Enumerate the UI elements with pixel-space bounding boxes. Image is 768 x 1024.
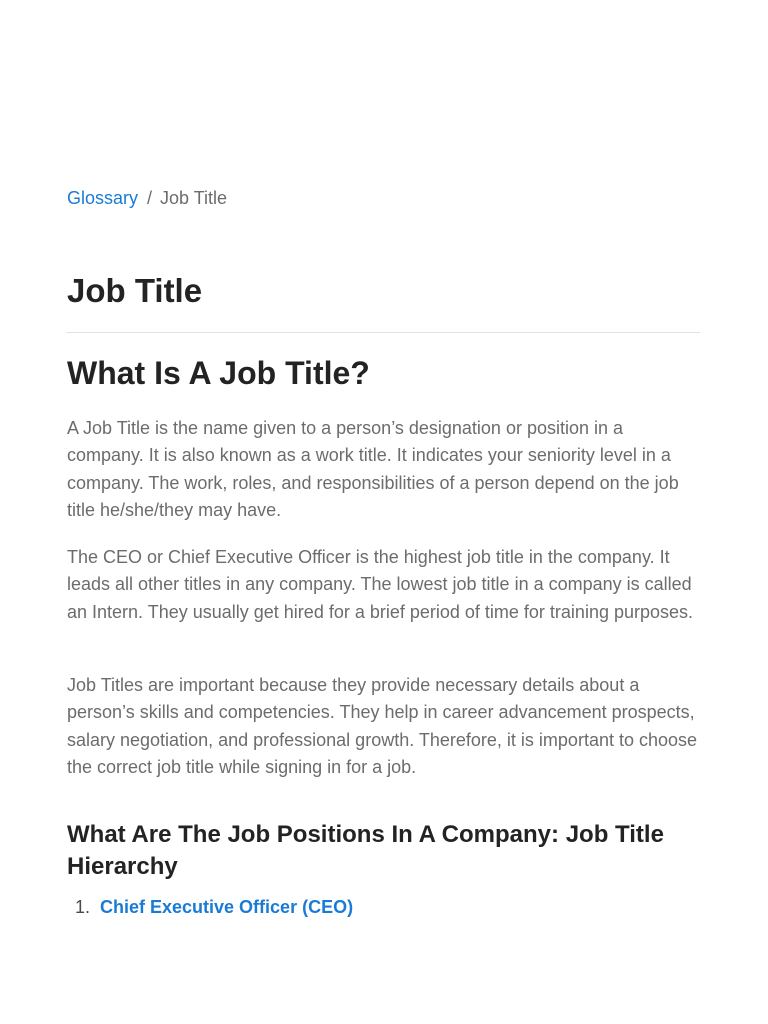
title-divider: [66, 332, 700, 333]
list-item-number: 1.: [74, 897, 90, 917]
list-item-link-ceo[interactable]: Chief Executive Officer (CEO): [100, 897, 354, 917]
breadcrumb-separator: /: [147, 188, 153, 208]
subsection-heading: What Are The Job Positions In A Company: Job Title Hierarchy: [67, 821, 664, 880]
paragraph-importance: Job Titles are important because they provide necessary details about a person’s skills and competencies. They help in career advancement prospects, salary negotiation, and professional growth. Therefore, it is important to choose the correct job title while signing in for a job.: [67, 675, 698, 778]
paragraph-definition: A Job Title is the name given to a person’s designation or position in a company. It is also known as a work title. It indicates your seniority level in a company. The work, roles, and responsibilities of a person depend on the job title he/she/they may have.: [67, 418, 679, 521]
paragraph-ceo-intern: The CEO or Chief Executive Officer is the highest job title in the company. It leads all other titles in any company. The lowest job title in a company is called an Intern. They usually get hired for a brief period of time for training purposes.: [67, 547, 694, 622]
breadcrumb: [67, 185, 227, 211]
job-title-hierarchy-list: [67, 894, 353, 921]
page-title: Job Title: [67, 272, 203, 309]
section-heading: What Is A Job Title?: [67, 355, 370, 391]
breadcrumb-link-glossary[interactable]: Glossary: [67, 188, 139, 208]
breadcrumb-current: Job Title: [160, 188, 228, 208]
list-item: [67, 894, 353, 921]
